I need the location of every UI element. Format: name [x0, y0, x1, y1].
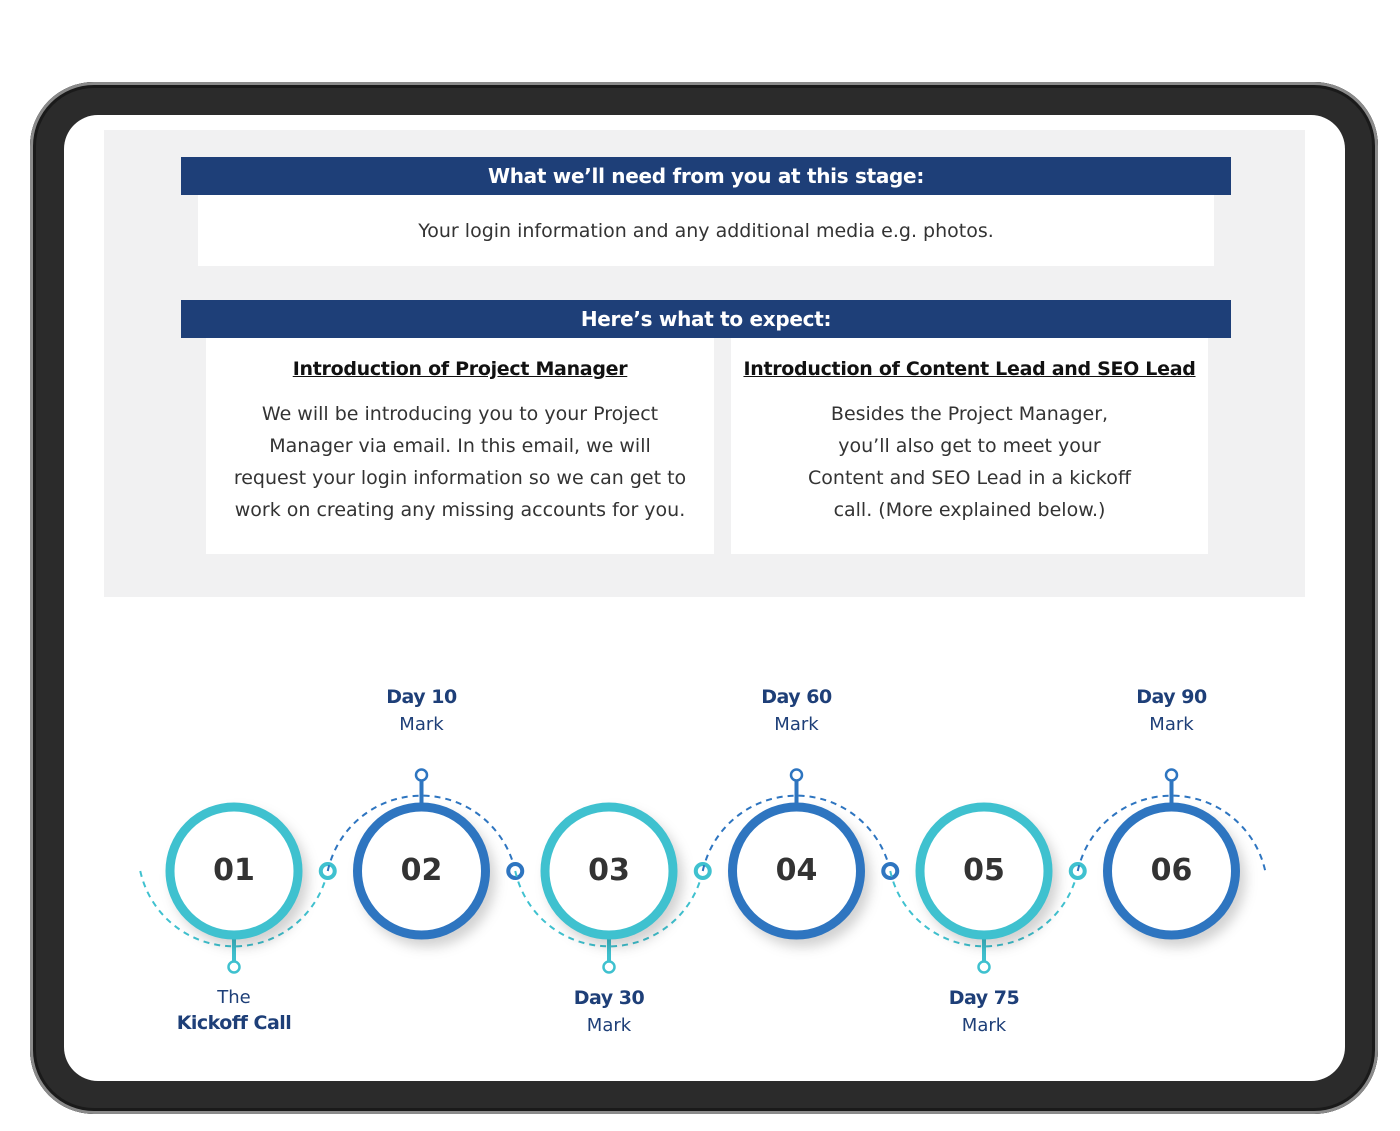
timeline-graphic [64, 115, 1345, 1081]
timeline-node-05 [979, 962, 990, 973]
content-seo-body: Besides the Project Manager, you’ll also get to meet your Content and SEO Lead in a kickoff call. (More explained below.) [808, 403, 1131, 521]
step-number-01: 01 [213, 853, 255, 888]
timeline-node-03 [604, 962, 615, 973]
step-label-03 [509, 987, 709, 1036]
step-label-top-06: Day 90 [1136, 686, 1207, 708]
screen [64, 115, 1345, 1081]
step-number-04: 04 [775, 853, 818, 888]
step-label-01 [134, 987, 334, 1034]
needs-text: Your login information and any additional media e.g. photos. [198, 195, 1214, 266]
needs-heading: What we’ll need from you at this stage: [181, 157, 1231, 195]
step-label-06 [1072, 686, 1272, 735]
step-number-06: 06 [1150, 853, 1193, 888]
step-label-05 [884, 987, 1084, 1036]
step-number-02: 02 [400, 853, 443, 888]
step-label-bottom-06: Mark [1149, 714, 1194, 735]
step-label-top-03: Day 30 [573, 987, 645, 1009]
timeline-node-02 [416, 770, 427, 781]
project-manager-body: We will be introducing you to your Project Manager via email. In this email, we will request your login information so we can get to work on creating any missing accounts for you. [233, 403, 687, 521]
step-label-top-02: Day 10 [386, 686, 457, 708]
timeline-node-04 [791, 770, 802, 781]
expect-heading: Here’s what to expect: [181, 300, 1231, 338]
timeline-node-06 [1166, 770, 1177, 781]
step-label-04 [697, 686, 897, 735]
step-label-bottom-03: Mark [586, 1015, 632, 1036]
timeline-node-01 [229, 962, 240, 973]
step-label-top-05: Day 75 [948, 987, 1020, 1009]
step-label-top-04: Day 60 [761, 686, 832, 708]
step-label-bottom-04: Mark [774, 714, 819, 735]
step-number-05: 05 [963, 853, 1005, 888]
step-label-top-01: The [217, 987, 251, 1008]
step-label-02 [322, 686, 522, 735]
step-number-03: 03 [588, 853, 630, 888]
project-manager-title: Introduction of Project Manager [292, 358, 628, 380]
step-label-bottom-01: Kickoff Call [176, 1012, 292, 1034]
step-label-bottom-05: Mark [961, 1015, 1007, 1036]
content-seo-title: Introduction of Content Lead and SEO Lead [743, 358, 1196, 380]
step-label-bottom-02: Mark [399, 714, 444, 735]
